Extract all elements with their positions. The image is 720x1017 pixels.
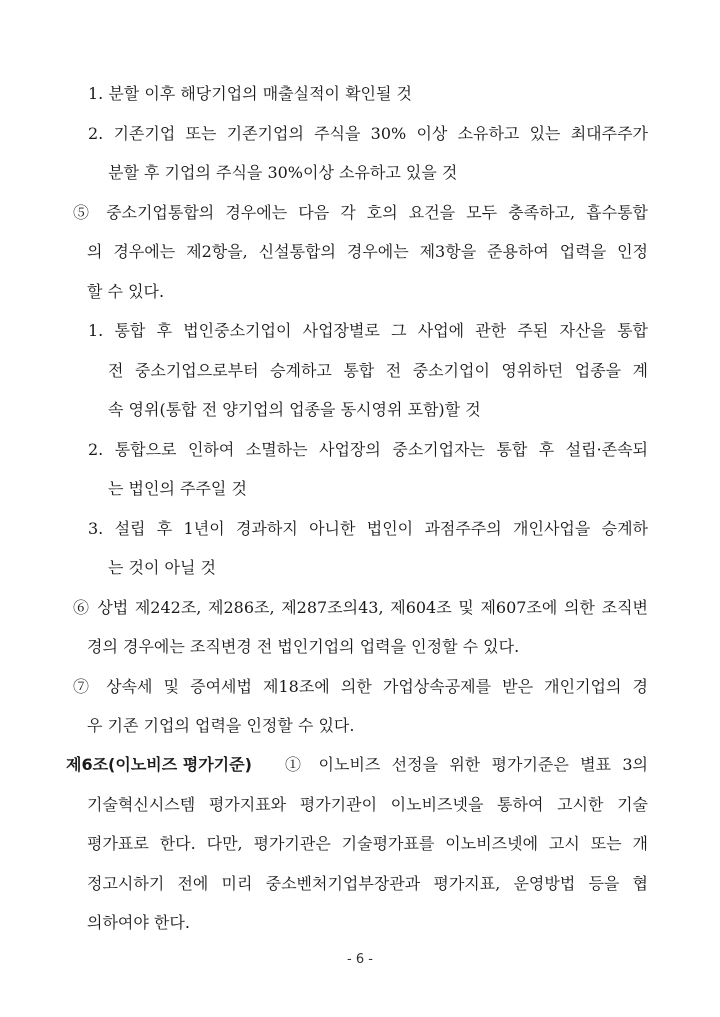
text-line: 분할 후 기업의 주식을 30%이상 소유하고 있을 것 bbox=[108, 163, 458, 182]
text-line: 3. 설립 후 1년이 경과하지 아니한 법인이 과점주주의 개인사업을 승계하 bbox=[88, 519, 648, 538]
text-line: ⑥ 상법 제242조, 제286조, 제287조의43, 제604조 및 제607조에 의한 조직변 bbox=[73, 598, 648, 617]
text-line: 는 법인의 주주일 것 bbox=[108, 479, 247, 498]
page-number: - 6 - bbox=[347, 952, 373, 967]
text-line: 의하여야 한다. bbox=[87, 913, 190, 932]
text-line: 우 기존 기업의 업력을 인정할 수 있다. bbox=[87, 716, 355, 735]
text-line: 2. 통합으로 인하여 소멸하는 사업장의 중소기업자는 통합 후 설립·존속되 bbox=[88, 440, 648, 459]
text-line: 평가표로 한다. 다만, 평가기관은 기술평가표를 이노비즈넷에 고시 또는 개 bbox=[87, 834, 648, 853]
text-line: 1. 통합 후 법인중소기업이 사업장별로 그 사업에 관한 주된 자산을 통합 bbox=[88, 321, 648, 340]
text-line: 속 영위(통합 전 양기업의 업종을 동시영위 포함)할 것 bbox=[108, 400, 481, 419]
text-line: 2. 기존기업 또는 기존기업의 주식을 30% 이상 소유하고 있는 최대주주가 bbox=[88, 124, 648, 143]
text-line: ⑦ 상속세 및 증여세법 제18조에 의한 가업상속공제를 받은 개인기업의 경 bbox=[73, 677, 648, 696]
text-line: 정고시하기 전에 미리 중소벤처기업부장관과 평가지표, 운영방법 등을 협 bbox=[87, 874, 648, 893]
text-line: 할 수 있다. bbox=[87, 282, 165, 301]
text-line: 전 중소기업으로부터 승계하고 통합 전 중소기업이 영위하던 업종을 계 bbox=[108, 361, 648, 380]
article-heading: 제6조(이노비즈 평가기준) bbox=[66, 755, 252, 774]
text-line: 의 경우에는 제2항을, 신설통합의 경우에는 제3항을 준용하여 업력을 인정 bbox=[87, 242, 648, 261]
text-line: 1. 분할 이후 해당기업의 매출실적이 확인될 것 bbox=[88, 84, 412, 103]
text-line: ⑤ 중소기업통합의 경우에는 다음 각 호의 요건을 모두 충족하고, 흡수통합 bbox=[73, 203, 648, 222]
text-line: 는 것이 아닐 것 bbox=[108, 558, 216, 577]
text-line: 경의 경우에는 조직변경 전 법인기업의 업력을 인정할 수 있다. bbox=[87, 637, 520, 656]
text-line: 기술혁신시스템 평가지표와 평가기관이 이노비즈넷을 통하여 고시한 기술 bbox=[87, 795, 648, 814]
text-line: ① 이노비즈 선정을 위한 평가기준은 별표 3의 bbox=[285, 755, 648, 774]
